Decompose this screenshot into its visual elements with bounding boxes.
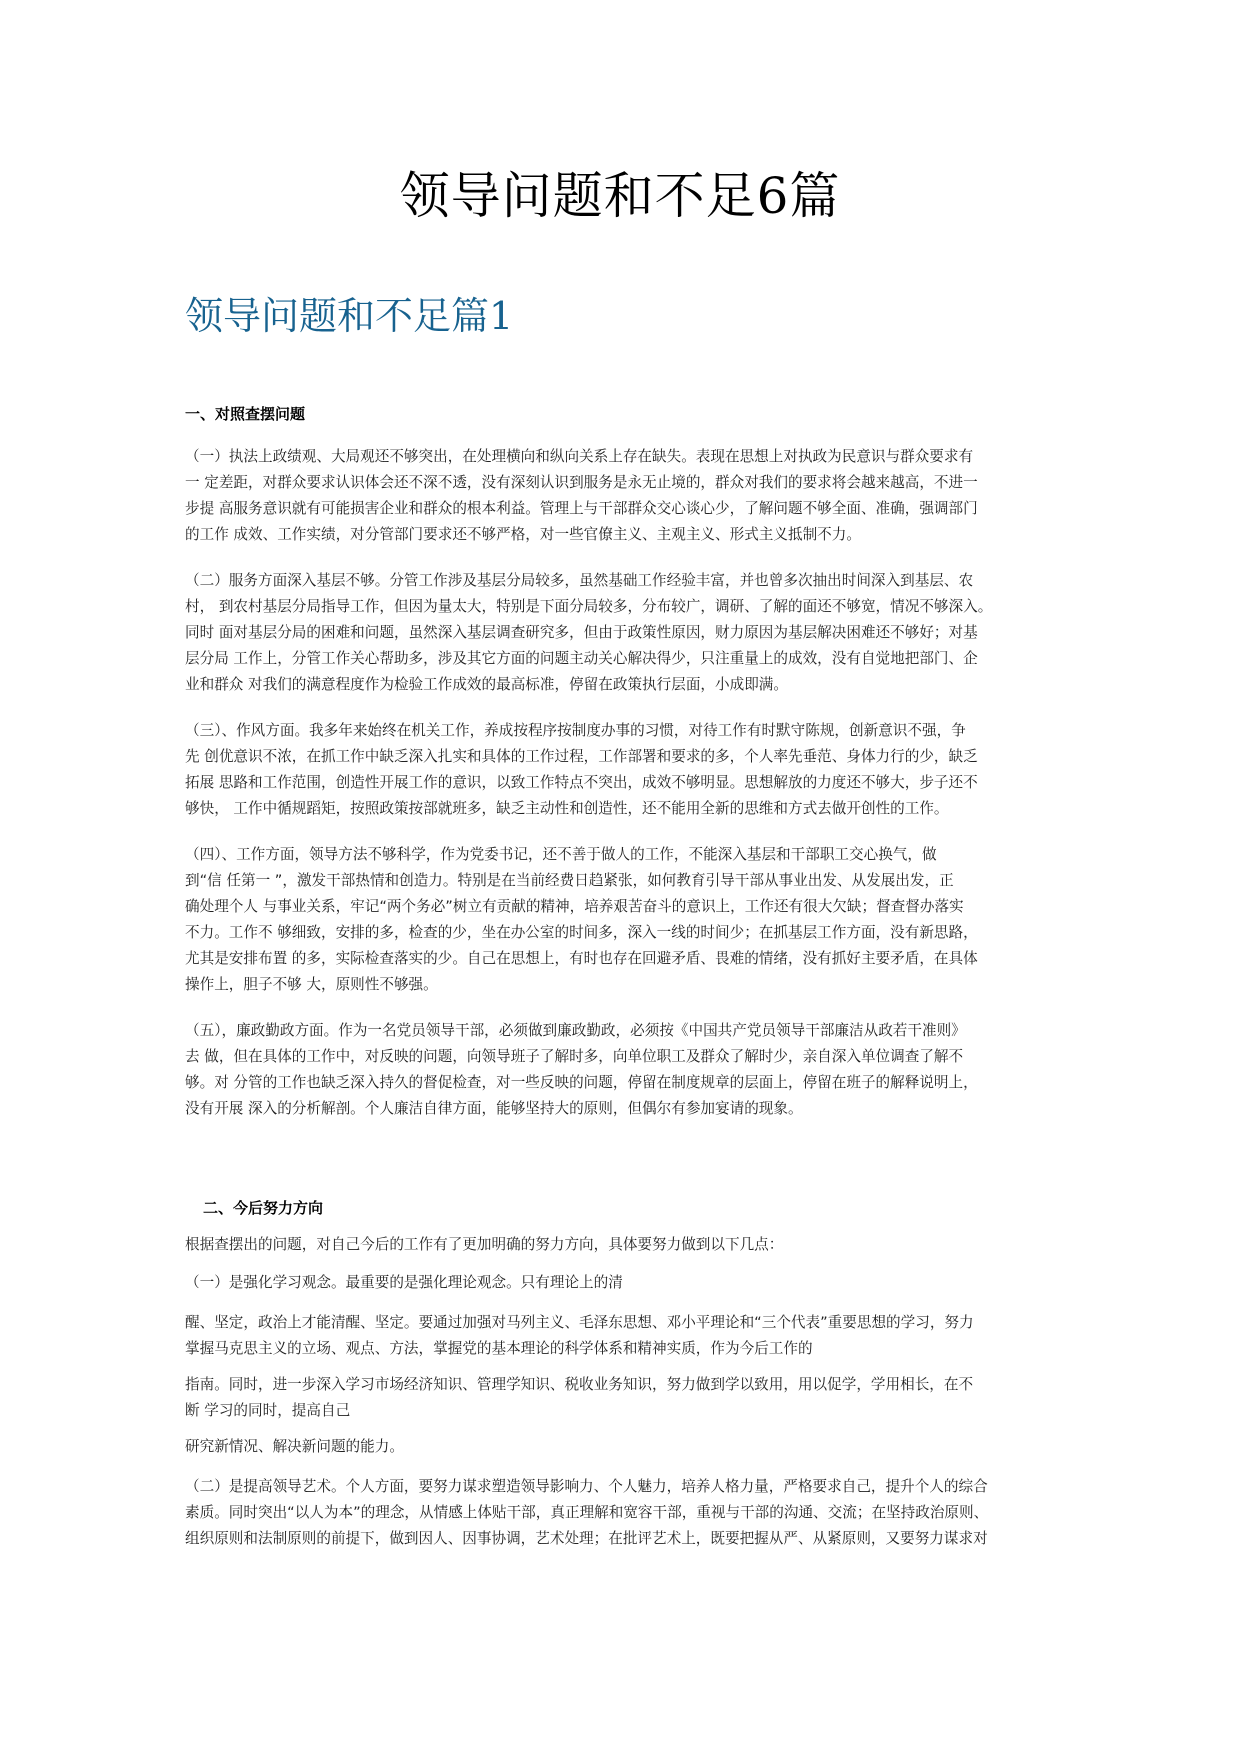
paragraph-6: [185, 1232, 1065, 1258]
text-line: 操作上，胆子不够 大，原则性不够强。: [185, 976, 438, 993]
paragraph-5: [185, 1018, 1065, 1122]
text-line: （三）、作风方面。我多年来始终在机关工作，养成按程序按制度办事的习惯，对待工作有时默守陈规，创新意识不强，争: [185, 722, 966, 739]
paragraph-7: [185, 1270, 1065, 1296]
text-line: 够快， 工作中循规蹈矩，按照政策按部就班多，缺乏主动性和创造性，还不能用全新的思维和方式去做开创性的工作。: [185, 800, 949, 817]
text-line: （二）是提高领导艺术。个人方面，要努力谋求塑造领导影响力、个人魅力，培养人格力量，严格要求自己，提升个人的综合: [185, 1478, 988, 1495]
paragraph-11: [185, 1474, 1065, 1552]
text-line: 一 定差距，对群众要求认识体会还不深不透，没有深刻认识到服务是永无止境的，群众对我们的要求将会越来越高，不进一: [185, 474, 978, 491]
paragraph-2: [185, 568, 1065, 698]
text-line: 同时 面对基层分局的困难和问题，虽然深入基层调查研究多，但由于政策性原因，财力原因为基层解决困难还不够好；对基: [185, 624, 978, 641]
document-title: 领导问题和不足6篇: [399, 167, 841, 225]
text-line: 断 学习的同时，提高自己: [185, 1402, 351, 1419]
text-line: （一）是强化学习观念。最重要的是强化理论观念。只有理论上的清: [185, 1274, 623, 1291]
text-line: 不力。工作不 够细致，安排的多，检查的少，坐在办公室的时间多，深入一线的时间少；在抓基层工作方面，没有新思路，: [185, 924, 978, 941]
text-line: 到“信 任第一 ”，激发干部热情和创造力。特别是在当前经费日趋紧张，如何教育引导干部从事业出发、从发展出发，正: [185, 872, 954, 889]
text-line: 村， 到农村基层分局指导工作，但因为量太大，特别是下面分局较多，分布较广，调研、了解的面还不够宽，情况不够深入。: [185, 598, 993, 615]
paragraph-4: [185, 842, 1065, 998]
text-line: （二）服务方面深入基层不够。分管工作涉及基层分局较多，虽然基础工作经验丰富，并也曾多次抽出时间深入到基层、农: [185, 572, 974, 589]
text-line: 组织原则和法制原则的前提下，做到因人、因事协调，艺术处理；在批评艺术上，既要把握从严、从紧原则，又要努力谋求对: [185, 1530, 988, 1547]
text-line: （四）、工作方面，领导方法不够科学，作为党委书记，还不善于做人的工作，不能深入基层和干部职工交心换气，做: [185, 846, 937, 863]
chapter-title: 领导问题和不足篇1: [185, 294, 514, 338]
text-line: 步提 高服务意识就有可能损害企业和群众的根本利益。管理上与干部群众交心谈心少，了解问题不够全面、准确，强调部门: [185, 500, 978, 517]
paragraph-8: [185, 1310, 1065, 1362]
section-heading-2: 二、今后努力方向: [203, 1199, 324, 1217]
text-line: 研究新情况、解决新问题的能力。: [185, 1438, 404, 1455]
paragraph-3: [185, 718, 1065, 822]
text-line: 层分局 工作上，分管工作关心帮助多，涉及其它方面的问题主动关心解决得少，只注重量上的成效，没有自觉地把部门、企: [185, 650, 978, 667]
text-line: 素质。同时突出“以人为本”的理念，从情感上体贴干部，真正理解和宽容干部，重视与干部的沟通、交流；在坚持政治原则、: [185, 1504, 989, 1521]
text-line: 的工作 成效、工作实绩，对分管部门要求还不够严格，对一些官僚主义、主观主义、形式主义抵制不力。: [185, 526, 861, 543]
paragraph-9: [185, 1372, 1065, 1424]
paragraph-10: [185, 1434, 1065, 1460]
section-heading-1: 一、对照查摆问题: [185, 405, 306, 423]
text-line: 确处理个人 与事业关系，牢记“两个务必”树立有贡献的精神，培养艰苦奋斗的意识上，工作还有很大欠缺；督查督办落实: [185, 898, 964, 915]
text-line: 够。对 分管的工作也缺乏深入持久的督促检查，对一些反映的问题，停留在制度规章的层面上，停留在班子的解释说明上，: [185, 1074, 978, 1091]
text-line: 醒、坚定，政治上才能清醒、坚定。要通过加强对马列主义、毛泽东思想、邓小平理论和“三个代表”重要思想的学习，努力: [185, 1314, 974, 1331]
text-line: （一）执法上政绩观、大局观还不够突出，在处理横向和纵向关系上存在缺失。表现在思想上对执政为民意识与群众要求有: [185, 448, 974, 465]
paragraph-1: [185, 444, 1065, 548]
text-line: 掌握马克思主义的立场、观点、方法，掌握党的基本理论的科学体系和精神实质，作为今后工作的: [185, 1340, 813, 1357]
text-line: 业和群众 对我们的满意程度作为检验工作成效的最高标准，停留在政策执行层面，小成即满。: [185, 676, 788, 693]
text-line: 没有开展 深入的分析解剖。个人廉洁自律方面，能够坚持大的原则，但偶尔有参加宴请的现象。: [185, 1100, 803, 1117]
text-line: 去 做，但在具体的工作中，对反映的问题，向领导班子了解时多，向单位职工及群众了解时少，亲自深入单位调查了解不: [185, 1048, 964, 1065]
text-line: 拓展 思路和工作范围，创造性开展工作的意识，以致工作特点不突出，成效不够明显。思想解放的力度还不够大，步子还不: [185, 774, 978, 791]
text-line: 根据查摆出的问题，对自己今后的工作有了更加明确的努力方向，具体要努力做到以下几点：: [185, 1236, 784, 1253]
text-line: （五），廉政勤政方面。作为一名党员领导干部，必须做到廉政勤政，必须按《中国共产党员领导干部廉洁从政若干准则》: [185, 1022, 966, 1039]
text-line: 先 创优意识不浓，在抓工作中缺乏深入扎实和具体的工作过程，工作部署和要求的多，个人率先垂范、身体力行的少，缺乏: [185, 748, 978, 765]
text-line: 尤其是安排布置 的多，实际检查落实的少。自己在思想上，有时也存在回避矛盾、畏难的情绪，没有抓好主要矛盾，在具体: [185, 950, 978, 967]
text-line: 指南。同时，进一步深入学习市场经济知识、管理学知识、税收业务知识，努力做到学以致用，用以促学，学用相长，在不: [185, 1376, 974, 1393]
